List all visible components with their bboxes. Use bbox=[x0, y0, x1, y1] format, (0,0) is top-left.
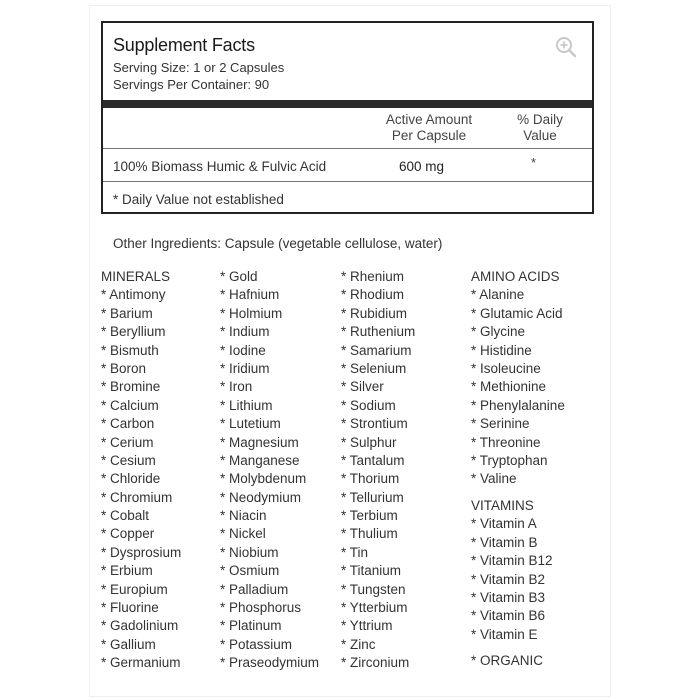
minerals-column-2 bbox=[220, 268, 319, 673]
list-item: * Thulium bbox=[341, 526, 398, 542]
list-item: * Serinine bbox=[471, 416, 530, 432]
list-item: * Magnesium bbox=[220, 434, 299, 450]
list-item: * Platinum bbox=[220, 618, 282, 634]
list-item: * Iodine bbox=[220, 342, 266, 358]
list-item: * Barium bbox=[101, 305, 153, 321]
list-item: * Iridium bbox=[220, 360, 270, 376]
list-item: * Praseodymium bbox=[220, 655, 320, 671]
vitamins-column bbox=[471, 497, 553, 644]
supplement-facts-panel bbox=[101, 21, 594, 214]
list-item: * Vitamin E bbox=[471, 626, 538, 642]
row-divider bbox=[103, 181, 592, 182]
header-divider bbox=[103, 148, 592, 149]
list-item: * Iron bbox=[220, 379, 253, 395]
list-item: * Terbium bbox=[341, 508, 398, 524]
thick-divider bbox=[103, 100, 592, 108]
list-item: * Cerium bbox=[101, 434, 154, 450]
ingredient-name: 100% Biomass Humic & Fulvic Acid bbox=[113, 159, 327, 174]
list-item: * Chromium bbox=[101, 489, 173, 505]
list-item: * Calcium bbox=[101, 397, 159, 413]
serving-info bbox=[113, 59, 284, 93]
list-item: * Glycine bbox=[471, 324, 526, 340]
list-item: * Vitamin B2 bbox=[471, 571, 546, 587]
list-item: * Germanium bbox=[101, 655, 181, 671]
list-item: * Dysprosium bbox=[101, 544, 182, 560]
list-item: * Phenylalanine bbox=[471, 397, 565, 413]
list-item: * Rhodium bbox=[341, 287, 405, 303]
list-item: * Cesium bbox=[101, 452, 156, 468]
list-item: * Isoleucine bbox=[471, 360, 541, 376]
list-item: * Fluorine bbox=[101, 600, 159, 616]
list-item: * Phosphorus bbox=[220, 600, 302, 616]
list-item: * Samarium bbox=[341, 342, 412, 358]
list-item: * Gadolinium bbox=[101, 618, 179, 634]
list-item: * Cobalt bbox=[101, 508, 150, 524]
list-item: * Ytterbium bbox=[341, 600, 408, 616]
list-item: * Potassium bbox=[220, 636, 293, 652]
list-item: * Rhenium bbox=[341, 269, 405, 284]
list-item: * Boron bbox=[101, 360, 147, 376]
list-item: * Bismuth bbox=[101, 342, 159, 358]
list-item: * Titanium bbox=[341, 563, 402, 579]
list-item: * Methionine bbox=[471, 379, 547, 395]
list-item: * Strontium bbox=[341, 416, 408, 432]
list-item: * Tantalum bbox=[341, 452, 405, 468]
panel-title: Supplement Facts bbox=[113, 35, 255, 55]
list-item: * Gold bbox=[220, 269, 258, 284]
list-heading: MINERALS bbox=[101, 269, 171, 284]
zoom-in-icon[interactable] bbox=[554, 35, 578, 59]
list-item: * Yttrium bbox=[341, 618, 393, 634]
list-item: * Hafnium bbox=[220, 287, 280, 303]
list-item: * Selenium bbox=[341, 360, 407, 376]
list-item: * Osmium bbox=[220, 563, 280, 579]
daily-value-footnote: * Daily Value not established bbox=[113, 192, 284, 207]
list-item: * Molybdenum bbox=[220, 471, 307, 487]
list-item: * Valine bbox=[471, 471, 517, 487]
list-item: * Vitamin B6 bbox=[471, 608, 546, 624]
list-item: * Tellurium bbox=[341, 489, 404, 505]
list-item: * Vitamin B12 bbox=[471, 553, 553, 569]
servings-per-container: Servings Per Container: 90 bbox=[113, 77, 270, 92]
list-item: * Alanine bbox=[471, 287, 525, 303]
list-item: * Niobium bbox=[220, 544, 279, 560]
list-item: * Tungsten bbox=[341, 581, 406, 597]
list-heading: VITAMINS bbox=[471, 498, 534, 513]
list-item: * Erbium bbox=[101, 563, 153, 579]
active-amount-header: Active Amount Per Capsule bbox=[385, 112, 473, 143]
list-item: * Indium bbox=[220, 324, 270, 340]
list-item: * Lutetium bbox=[220, 416, 281, 432]
list-item: * Thorium bbox=[341, 471, 400, 487]
list-item: * Histidine bbox=[471, 342, 532, 358]
minerals-column-3 bbox=[341, 268, 415, 673]
list-item: * Threonine bbox=[471, 434, 541, 450]
daily-value-header: % Daily Value bbox=[517, 112, 563, 143]
list-item: * Ruthenium bbox=[341, 324, 416, 340]
list-item: * Tryptophan bbox=[471, 452, 548, 468]
list-item: * Beryllium bbox=[101, 324, 166, 340]
list-item: * Europium bbox=[101, 581, 168, 597]
ingredient-daily-value: * bbox=[531, 155, 537, 170]
list-item: * Niacin bbox=[220, 508, 267, 524]
list-item: * Manganese bbox=[220, 452, 300, 468]
list-heading: AMINO ACIDS bbox=[471, 269, 560, 284]
list-item: * Neodymium bbox=[220, 489, 302, 505]
amino-acids-column bbox=[471, 268, 565, 489]
list-item: * Rubidium bbox=[341, 305, 408, 321]
list-item: * Holmium bbox=[220, 305, 283, 321]
list-item: * Vitamin B3 bbox=[471, 589, 546, 605]
list-item: * Lithium bbox=[220, 397, 273, 413]
serving-size: Serving Size: 1 or 2 Capsules bbox=[113, 60, 285, 75]
list-item: * Palladium bbox=[220, 581, 289, 597]
list-item: * Copper bbox=[101, 526, 155, 542]
other-ingredients: Other Ingredients: Capsule (vegetable cellulose, water) bbox=[113, 236, 443, 251]
minerals-column-1 bbox=[101, 268, 181, 673]
list-item: * Vitamin A bbox=[471, 516, 537, 532]
list-item: * Sulphur bbox=[341, 434, 397, 450]
list-item: * Carbon bbox=[101, 416, 155, 432]
list-item: * Gallium bbox=[101, 636, 156, 652]
ingredient-amount: 600 mg bbox=[399, 159, 445, 174]
list-item: * Sodium bbox=[341, 397, 396, 413]
list-item: * Antimony bbox=[101, 287, 166, 303]
list-item: * Silver bbox=[341, 379, 384, 395]
list-item: * Bromine bbox=[101, 379, 161, 395]
list-item: * Zirconium bbox=[341, 655, 410, 671]
list-item: * Zinc bbox=[341, 636, 376, 652]
list-item: * Tin bbox=[341, 544, 369, 560]
list-item: * Chloride bbox=[101, 471, 161, 487]
list-item: * Nickel bbox=[220, 526, 266, 542]
list-item: * Glutamic Acid bbox=[471, 305, 563, 321]
organic-note: * ORGANIC bbox=[471, 653, 544, 668]
list-item: * Vitamin B bbox=[471, 534, 538, 550]
